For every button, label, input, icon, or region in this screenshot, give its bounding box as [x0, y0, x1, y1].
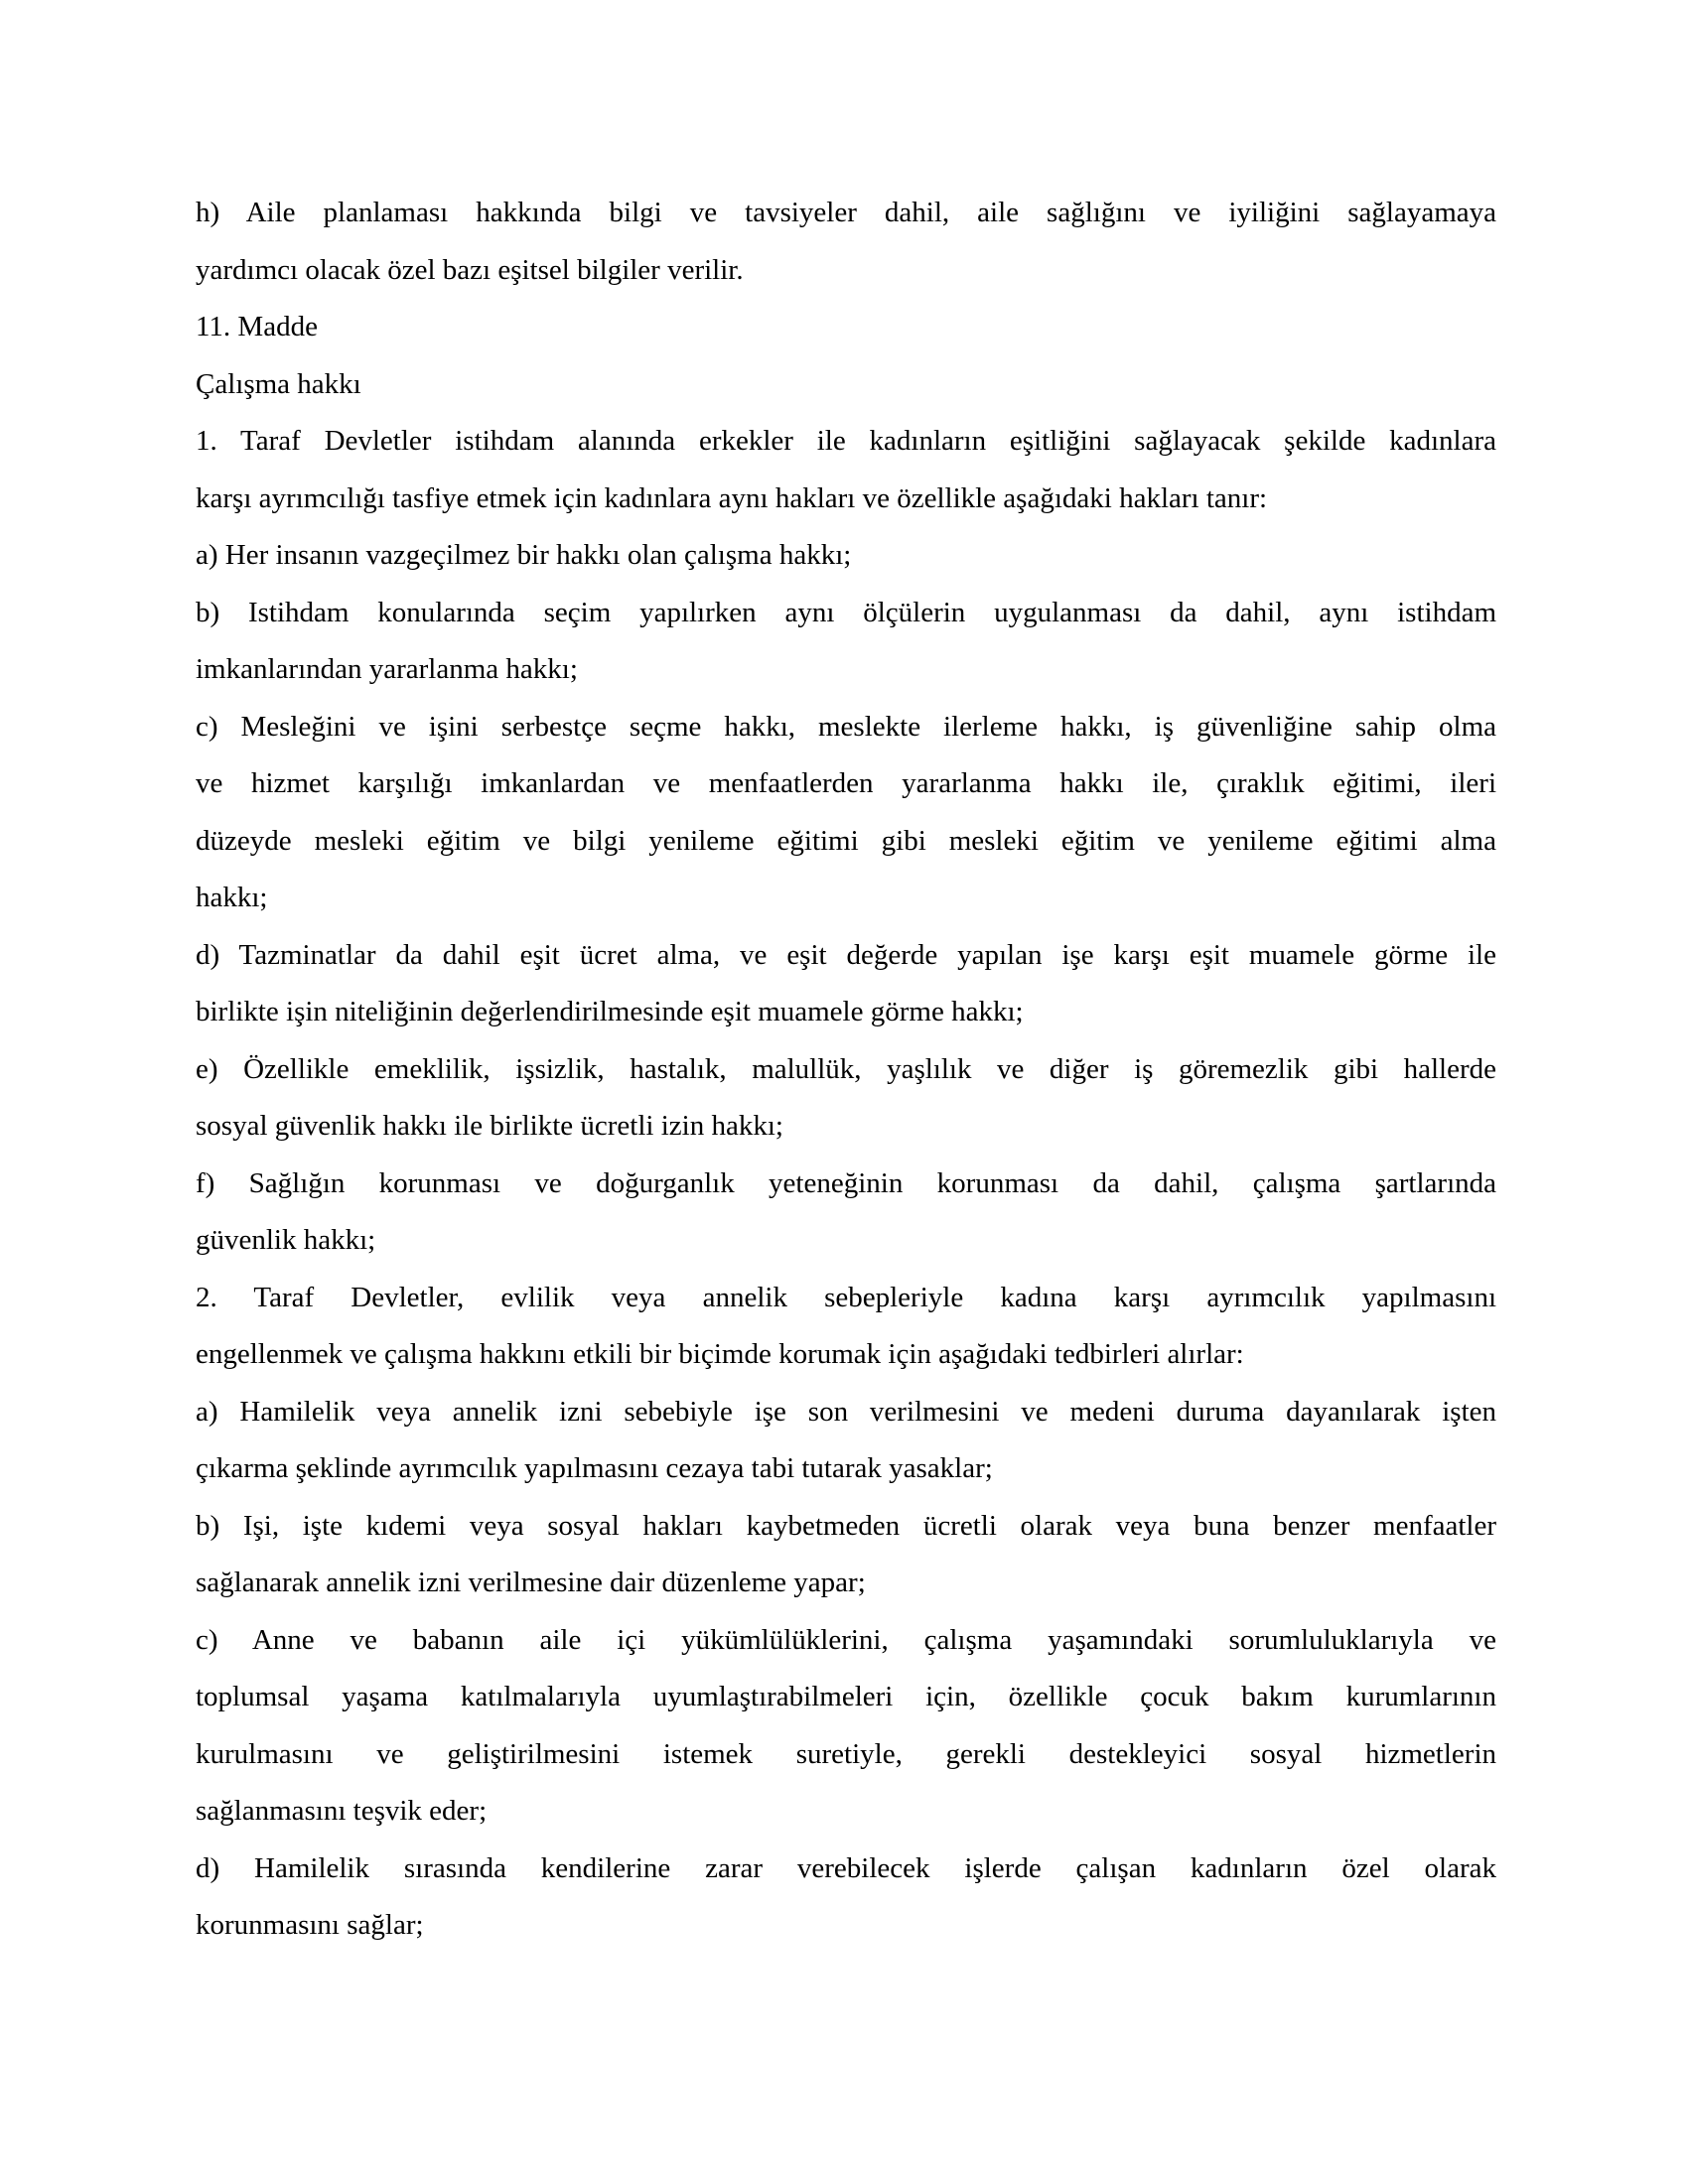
- text-line: karşı ayrımcılığı tasfiye etmek için kadınlara aynı hakları ve özellikle aşağıdaki hakları tanır:: [196, 481, 1268, 514]
- text-line: birlikte işin niteliğinin değerlendirilmesinde eşit muamele görme hakkı;: [196, 996, 1024, 1027]
- text-line: f) Sağlığın korunması ve doğurganlık yeteneğinin korunması da dahil, çalışma şartlarında: [196, 1166, 1496, 1199]
- text-line: 1. Taraf Devletler istihdam alanında erkekler ile kadınların eşitliğini sağlayacak şekilde kadınlara: [196, 425, 1496, 457]
- text-line: toplumsal yaşama katılmalarıyla uyumlaştırabilmeleri için, özellikle çocuk bakım kurumlarının: [196, 1681, 1496, 1712]
- text-line: h) Aile planlaması hakkında bilgi ve tavsiyeler dahil, aile sağlığını ve iyiliğini sağlayamaya: [196, 197, 1496, 228]
- text-line: Çalışma hakkı: [196, 367, 361, 400]
- text-line: engellenmek ve çalışma hakkını etkili bir biçimde korumak için aşağıdaki tedbirleri alırlar:: [196, 1338, 1244, 1370]
- text-line: d) Tazminatlar da dahil eşit ücret alma, ve eşit değerde yapılan işe karşı eşit muamele görme ile: [196, 938, 1496, 971]
- text-line: a) Her insanın vazgeçilmez bir hakkı olan çalışma hakkı;: [196, 539, 852, 571]
- text-line: a) Hamilelik veya annelik izni sebebiyle işe son verilmesini ve medeni duruma dayanılarak işten: [196, 1395, 1496, 1428]
- text-line: e) Özellikle emeklilik, işsizlik, hastalık, malullük, yaşlılık ve diğer iş göremezlik gibi hallerde: [196, 1052, 1496, 1085]
- text-line: sosyal güvenlik hakkı ile birlikte ücretli izin hakkı;: [196, 1110, 783, 1142]
- text-line: yardımcı olacak özel bazı eşitsel bilgiler verilir.: [196, 253, 744, 286]
- text-line: çıkarma şeklinde ayrımcılık yapılmasını cezaya tabi tutarak yasaklar;: [196, 1452, 993, 1484]
- text-line: güvenlik hakkı;: [196, 1224, 376, 1256]
- text-line: düzeyde mesleki eğitim ve bilgi yenileme eğitimi gibi mesleki eğitim ve yenileme eğitimi alma: [196, 824, 1496, 857]
- text-line: d) Hamilelik sırasında kendilerine zarar verebilecek işlerde çalışan kadınların özel olarak: [196, 1851, 1496, 1884]
- text-line: b) Işi, işte kıdemi veya sosyal hakları kaybetmeden ücretli olarak veya buna benzer menfaatler: [196, 1509, 1496, 1542]
- text-line: 11. Madde: [196, 311, 318, 342]
- text-line: c) Mesleğini ve işini serbestçe seçme hakkı, meslekte ilerleme hakkı, iş güvenliğine sahip olma: [196, 710, 1496, 743]
- text-line: imkanlarından yararlanma hakkı;: [196, 653, 578, 685]
- text-line: ve hizmet karşılığı imkanlardan ve menfaatlerden yararlanma hakkı ile, çıraklık eğitimi, ileri: [196, 767, 1496, 799]
- text-line: b) Istihdam konularında seçim yapılırken aynı ölçülerin uygulanması da dahil, aynı istihdam: [196, 596, 1496, 628]
- text-line: korunmasını sağlar;: [196, 1909, 424, 1941]
- text-line: sağlanarak annelik izni verilmesine dair düzenleme yapar;: [196, 1567, 866, 1598]
- text-line: sağlanmasını teşvik eder;: [196, 1795, 488, 1827]
- text-line: 2. Taraf Devletler, evlilik veya annelik sebepleriyle kadına karşı ayrımcılık yapılmasını: [196, 1281, 1496, 1313]
- document-text-block: [196, 185, 1496, 1955]
- text-line: kurulmasını ve geliştirilmesini istemek suretiyle, gerekli destekleyici sosyal hizmetlerin: [196, 1737, 1496, 1770]
- text-line: c) Anne ve babanın aile içi yükümlülüklerini, çalışma yaşamındaki sorumluluklarıyla ve: [196, 1623, 1496, 1656]
- text-line: hakkı;: [196, 882, 268, 913]
